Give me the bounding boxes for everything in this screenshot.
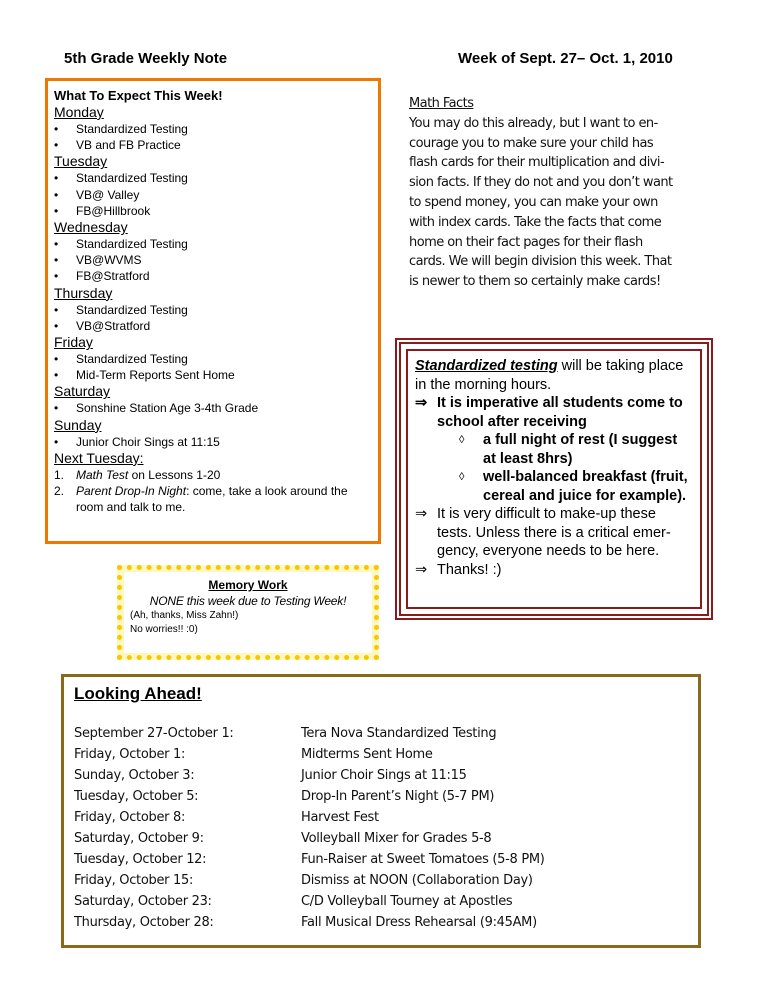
diamond-icon: ◊ xyxy=(459,471,465,483)
list-item: • VB@ Valley xyxy=(54,187,372,203)
math-facts-section xyxy=(409,94,694,292)
math-facts-line: with index cards. Take the facts that come xyxy=(409,214,662,230)
day-heading-sunday: Sunday xyxy=(54,416,102,433)
table-row xyxy=(74,765,545,786)
item-number: 1. xyxy=(54,467,65,482)
day-heading-wednesday: Wednesday xyxy=(54,219,128,236)
item-text: on Lessons 1-20 xyxy=(128,467,221,482)
event-date: Friday, October 1: xyxy=(74,747,186,762)
week-date: Week of Sept. 27– Oct. 1, 2010 xyxy=(458,50,673,67)
event-date: Saturday, October 9: xyxy=(74,831,204,846)
weekly-schedule-box xyxy=(45,78,381,544)
event-description: Drop-In Parent’s Night (5-7 PM) xyxy=(301,789,495,804)
math-facts-line: cards. We will begin division this week. That xyxy=(409,254,672,270)
math-facts-line: is newer to them so certainly make cards! xyxy=(409,274,661,290)
list-item: • FB@Hillbrook xyxy=(54,203,372,219)
day-heading-tuesday: Tuesday xyxy=(54,153,108,170)
list-item: • Standardized Testing xyxy=(54,351,372,367)
testing-subpoint xyxy=(415,468,692,505)
day-heading-friday: Friday xyxy=(54,334,93,351)
list-item: • Standardized Testing xyxy=(54,236,372,252)
testing-subpoint xyxy=(415,431,692,468)
testing-point xyxy=(415,561,692,580)
list-item: • VB@WVMS xyxy=(54,252,372,268)
math-facts-line: home on their fact pages for their flash xyxy=(409,234,643,250)
day-items xyxy=(54,236,372,285)
next-tuesday-list xyxy=(54,467,372,516)
list-item: • VB@Stratford xyxy=(54,318,372,334)
event-date: Saturday, October 23: xyxy=(74,894,212,909)
event-description: Harvest Fest xyxy=(301,810,379,825)
testing-point xyxy=(415,394,692,431)
testing-content xyxy=(406,349,702,609)
math-facts-line: flash cards for their multiplication and divi- xyxy=(409,155,665,171)
memory-work-box xyxy=(117,565,379,660)
event-description: Dismiss at NOON (Collaboration Day) xyxy=(301,873,533,888)
math-facts-line: sion facts. If they do not and you don’t want xyxy=(409,175,673,191)
day-heading-saturday: Saturday xyxy=(54,383,111,400)
list-item: • Mid-Term Reports Sent Home xyxy=(54,367,372,383)
list-item: • FB@Stratford xyxy=(54,268,372,284)
events-table xyxy=(74,723,545,933)
event-description: Midterms Sent Home xyxy=(301,747,433,762)
math-facts-line: courage you to make sure your child has xyxy=(409,135,654,151)
testing-subpoint-text: well-balanced breakfast (fruit, cereal and juice for example). xyxy=(483,469,688,504)
day-items xyxy=(54,434,372,450)
list-item: • Standardized Testing xyxy=(54,302,372,318)
testing-point-text: Thanks! :) xyxy=(437,561,502,578)
list-item xyxy=(54,467,372,483)
item-text: : come, take a look around the room and talk to me. xyxy=(76,484,348,515)
table-row xyxy=(74,786,545,807)
arrow-icon: ⇒ xyxy=(415,506,428,522)
table-row xyxy=(74,828,545,849)
looking-ahead-title: Looking Ahead! xyxy=(74,684,202,703)
day-items xyxy=(54,170,372,219)
table-row xyxy=(74,891,545,912)
testing-point-text: It is imperative all students come to school after receiving xyxy=(437,395,683,430)
day-items xyxy=(54,400,372,416)
list-item xyxy=(54,483,372,515)
event-date: Sunday, October 3: xyxy=(74,768,195,783)
event-description: C/D Volleyball Tourney at Apostles xyxy=(301,894,513,909)
days-list xyxy=(54,104,372,450)
event-description: Fun-Raiser at Sweet Tomatoes (5-8 PM) xyxy=(301,852,545,867)
testing-lead-strong: Standardized testing xyxy=(415,358,558,374)
testing-point xyxy=(415,505,692,561)
event-date: Tuesday, October 12: xyxy=(74,852,207,867)
arrow-icon: ⇒ xyxy=(415,395,428,411)
event-date: September 27-October 1: xyxy=(74,726,234,741)
event-description: Tera Nova Standardized Testing xyxy=(301,726,497,741)
item-number: 2. xyxy=(54,484,65,499)
math-facts-line: to spend money, you can make your own xyxy=(409,194,658,210)
newsletter-title: 5th Grade Weekly Note xyxy=(64,50,228,67)
memory-work-note: (Ah, thanks, Miss Zahn!) xyxy=(130,610,239,621)
day-heading-thursday: Thursday xyxy=(54,284,113,301)
list-item: • Standardized Testing xyxy=(54,170,372,186)
math-facts-body xyxy=(409,114,694,292)
table-row xyxy=(74,744,545,765)
table-row xyxy=(74,912,545,933)
event-date: Thursday, October 28: xyxy=(74,915,214,930)
event-date: Friday, October 8: xyxy=(74,810,186,825)
list-item: • VB and FB Practice xyxy=(54,137,372,153)
event-description: Junior Choir Sings at 11:15 xyxy=(301,768,467,783)
next-tuesday-heading: Next Tuesday: xyxy=(54,449,144,466)
list-item: • Sonshine Station Age 3-4th Grade xyxy=(54,400,372,416)
arrow-icon: ⇒ xyxy=(415,561,428,578)
testing-lead-text: will be taking place in the morning hours. xyxy=(415,358,684,393)
testing-subpoint-text: a full night of rest (I suggest at least 8hrs) xyxy=(483,432,678,467)
day-items xyxy=(54,302,372,334)
event-description: Volleyball Mixer for Grades 5-8 xyxy=(301,831,492,846)
diamond-icon: ◊ xyxy=(459,434,465,446)
event-date: Friday, October 15: xyxy=(74,873,194,888)
memory-work-title: Memory Work xyxy=(208,578,288,592)
event-date: Tuesday, October 5: xyxy=(74,789,199,804)
item-emphasis: Parent Drop-In Night xyxy=(76,484,187,499)
testing-point-text: It is very difficult to make-up these tests. Unless there is a critical emer-gency, everyone needs to be here. xyxy=(437,506,671,559)
day-items xyxy=(54,121,372,153)
looking-ahead-box xyxy=(61,674,701,948)
item-emphasis: Math Test xyxy=(76,467,129,482)
standardized-testing-box xyxy=(395,338,713,620)
table-row xyxy=(74,723,545,744)
memory-work-note: No worries!! :0) xyxy=(130,624,198,635)
math-facts-title: Math Facts xyxy=(409,96,474,111)
table-row xyxy=(74,807,545,828)
memory-work-content xyxy=(124,572,372,653)
memory-work-subtitle: NONE this week due to Testing Week! xyxy=(149,594,347,608)
day-items xyxy=(54,351,372,383)
table-row xyxy=(74,870,545,891)
schedule-title: What To Expect This Week! xyxy=(54,88,223,103)
list-item: • Standardized Testing xyxy=(54,121,372,137)
day-heading-monday: Monday xyxy=(54,104,104,120)
event-description: Fall Musical Dress Rehearsal (9:45AM) xyxy=(301,915,537,930)
list-item: • Junior Choir Sings at 11:15 xyxy=(54,434,372,450)
math-facts-line: You may do this already, but I want to en- xyxy=(409,115,658,131)
table-row xyxy=(74,849,545,870)
testing-lead xyxy=(415,357,692,394)
